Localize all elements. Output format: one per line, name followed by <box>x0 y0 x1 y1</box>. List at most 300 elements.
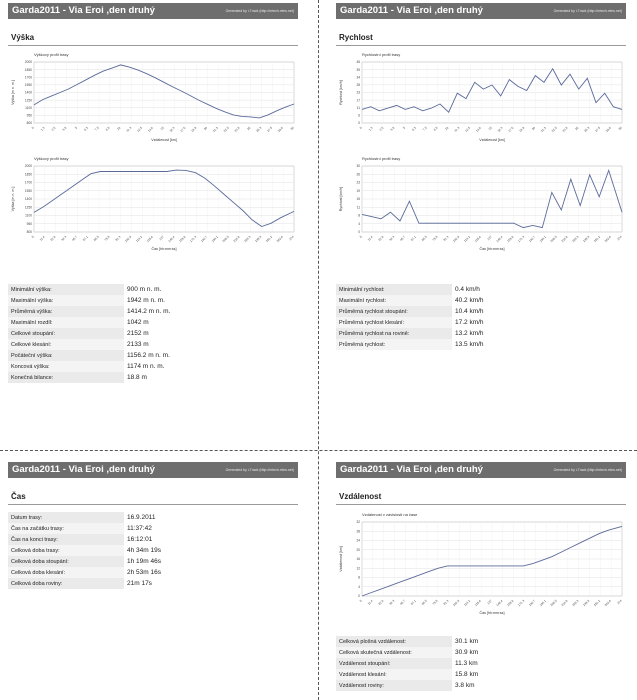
x-tick-label: 68.5 <box>420 234 428 242</box>
chart-altitude-time <box>8 152 298 252</box>
stats-row <box>336 636 516 647</box>
x-tick-label: 194.1 <box>538 598 547 608</box>
y-tick-label: 1700 <box>24 75 32 80</box>
y-tick-label: 1700 <box>24 180 32 185</box>
x-tick-label: 274 <box>288 234 295 242</box>
y-tick-label: 16 <box>356 557 360 562</box>
x-tick-label: 8.8 <box>432 125 439 132</box>
stat-value: 2152 m <box>124 328 188 339</box>
stat-label: Celková skutečná vzdálenost: <box>336 647 452 658</box>
y-tick-label: 4 <box>358 221 360 226</box>
x-tick-label: 26.3 <box>255 125 263 133</box>
x-axis-label: Vzdálenost [km] <box>151 138 177 142</box>
x-tick-label: 216.9 <box>560 598 569 608</box>
page-title: Garda2011 - Via Eroi ,den druhý <box>340 464 483 475</box>
x-tick-label: 22.8 <box>377 598 385 606</box>
x-tick-label: 57.1 <box>409 598 417 606</box>
x-tick-label: 18.8 <box>518 125 526 133</box>
stat-value: 1174 m n. m. <box>124 361 188 372</box>
x-tick-label: 22.5 <box>222 125 230 133</box>
x-tick-label: 182.7 <box>199 234 209 244</box>
x-tick-label: 45.7 <box>71 234 79 242</box>
x-tick-label: 137 <box>486 598 493 606</box>
x-tick-label: 13.8 <box>474 125 482 133</box>
y-tick-label: 28 <box>356 529 360 534</box>
x-tick-label: 0 <box>30 234 35 239</box>
stat-value: 1156.2 m n. m. <box>124 350 188 361</box>
stat-value: 16.9.2011 <box>124 512 188 523</box>
stats-row <box>336 658 516 669</box>
stats-row <box>336 669 516 680</box>
x-tick-label: 22.8 <box>49 234 57 242</box>
stat-label: Maximální rozdíl: <box>8 317 124 328</box>
x-tick-label: 2.5 <box>50 125 57 132</box>
stat-label: Minimální rychlost: <box>336 284 452 295</box>
x-tick-label: 1.3 <box>367 125 374 132</box>
y-tick-label: 0 <box>358 230 360 235</box>
x-tick-label: 34.3 <box>60 234 68 242</box>
y-tick-label: 1250 <box>24 98 32 103</box>
x-axis-label: Čas [hh:mm:ss] <box>151 247 177 251</box>
stat-label: Vzdálenost roviny: <box>336 680 452 691</box>
stat-value: 15.8 km <box>452 669 516 680</box>
x-tick-label: 251.2 <box>264 234 274 244</box>
chart-title: Rychlostní profil trasy <box>362 156 401 161</box>
x-tick-label: 194.1 <box>210 234 219 244</box>
stat-value: 17.2 km/h <box>452 317 516 328</box>
x-tick-label: 91.3 <box>442 234 450 242</box>
y-tick-label: 1400 <box>24 90 32 95</box>
x-tick-label: 27.5 <box>266 125 274 133</box>
x-tick-label: 12.5 <box>136 125 144 133</box>
chart-svg <box>336 508 626 616</box>
x-tick-label: 228.3 <box>571 234 580 244</box>
y-tick-label: 11 <box>356 105 360 110</box>
stat-label: Minimální výška: <box>8 284 124 295</box>
x-tick-label: 12.5 <box>464 125 472 133</box>
y-tick-label: 1250 <box>24 205 32 210</box>
y-tick-label: 8 <box>358 213 360 218</box>
stat-label: Celková doba klesání: <box>8 567 124 578</box>
x-tick-label: 34.3 <box>388 234 396 242</box>
x-tick-label: 102.8 <box>452 234 461 244</box>
stats-row <box>8 578 188 589</box>
x-tick-label: 21.3 <box>211 125 219 133</box>
x-tick-label: 0 <box>30 125 35 130</box>
stat-value: 11.3 km <box>452 658 516 669</box>
x-tick-label: 182.7 <box>527 598 537 608</box>
y-tick-label: 1550 <box>24 188 32 193</box>
stat-label: Koncová výška: <box>8 361 124 372</box>
stat-label: Průměrná rychlost klesání: <box>336 317 452 328</box>
x-tick-label: 22.5 <box>550 125 558 133</box>
stats-row <box>336 295 516 306</box>
x-tick-label: 28.8 <box>604 125 612 133</box>
stat-label: Průměrná rychlost na rovině: <box>336 328 452 339</box>
x-tick-label: 91.3 <box>442 598 450 606</box>
y-tick-label: 45 <box>356 60 360 65</box>
stats-row <box>336 339 516 350</box>
page-title: Garda2011 - Via Eroi ,den druhý <box>12 464 155 475</box>
x-tick-label: 11.3 <box>125 125 133 133</box>
y-tick-label: 2000 <box>24 60 32 65</box>
stat-value: 18.8 m <box>124 372 188 383</box>
stats-row <box>336 680 516 691</box>
x-axis-label: Čas [hh:mm:ss] <box>479 611 505 615</box>
x-tick-label: 182.7 <box>527 234 537 244</box>
x-tick-label: 274 <box>616 598 623 606</box>
y-axis-label: Rychlost [km/h] <box>339 80 343 105</box>
chart-distance-time <box>336 508 626 616</box>
x-tick-label: 30 <box>617 125 623 132</box>
panel-header <box>336 3 626 19</box>
y-tick-label: 19 <box>356 188 360 193</box>
y-tick-label: 0 <box>358 594 360 599</box>
x-tick-label: 25 <box>574 125 580 132</box>
stat-label: Vzdálenost klesání: <box>336 669 452 680</box>
y-axis-label: Výška [m n. m.] <box>11 186 15 212</box>
y-tick-label: 1850 <box>24 172 32 177</box>
y-tick-label: 23 <box>356 180 360 185</box>
panel-rychlost <box>336 3 626 46</box>
x-tick-label: 262.6 <box>603 234 612 244</box>
x-tick-label: 18.8 <box>190 125 198 133</box>
stat-value: 1h 19m 46s <box>124 556 188 567</box>
panel-header <box>336 462 626 478</box>
x-tick-label: 205.5 <box>221 234 230 244</box>
x-tick-label: 262.6 <box>275 234 284 244</box>
section-title: Čas <box>8 492 298 505</box>
stat-label: Maximální rychlost: <box>336 295 452 306</box>
stats-row <box>8 372 188 383</box>
y-tick-label: 30 <box>356 164 360 169</box>
stat-value: 13.2 km/h <box>452 328 516 339</box>
generator-note: Generated by i-Track (http://mtech.rrteo.net) <box>225 468 294 472</box>
x-tick-label: 205.5 <box>549 234 558 244</box>
x-tick-label: 125.6 <box>473 234 482 244</box>
stats-row <box>8 523 188 534</box>
stat-value: 3.8 km <box>452 680 516 691</box>
stats-table-cas <box>8 512 188 589</box>
x-tick-label: 11.3 <box>453 125 461 133</box>
generator-note: Generated by i-Track (http://mtech.rrteo.net) <box>553 9 622 13</box>
stats-row <box>336 317 516 328</box>
stats-row <box>336 306 516 317</box>
y-tick-label: 2000 <box>24 164 32 169</box>
x-tick-label: 228.3 <box>571 598 580 608</box>
x-tick-label: 8.8 <box>104 125 111 132</box>
panel-vyska <box>8 3 298 46</box>
x-tick-label: 45.7 <box>399 598 407 606</box>
x-tick-label: 79.9 <box>103 234 111 242</box>
x-tick-label: 2.5 <box>378 125 385 132</box>
page-title: Garda2011 - Via Eroi ,den druhý <box>12 5 155 16</box>
stats-row <box>8 317 188 328</box>
y-tick-label: 6 <box>358 113 360 118</box>
stat-value: 21m 17s <box>124 578 188 589</box>
stat-value: 2h 53m 16s <box>124 567 188 578</box>
panel-header <box>8 462 298 478</box>
section-title: Vzdálenost <box>336 492 626 505</box>
x-tick-label: 23.8 <box>561 125 569 133</box>
x-tick-label: 23.8 <box>233 125 241 133</box>
x-tick-label: 137 <box>158 234 165 242</box>
horizontal-cut-line <box>0 450 637 451</box>
x-tick-label: 262.6 <box>603 598 612 608</box>
x-tick-label: 15 <box>487 125 493 132</box>
stats-row <box>8 556 188 567</box>
section-title: Rychlost <box>336 33 626 46</box>
chart-svg <box>336 152 626 252</box>
y-tick-label: 28 <box>356 83 360 88</box>
chart-title: Výškový profil trasy <box>34 52 69 57</box>
generator-note: Generated by i-Track (http://mtech.rrteo.net) <box>553 468 622 472</box>
y-tick-label: 950 <box>26 221 32 226</box>
x-tick-label: 205.5 <box>549 598 558 608</box>
x-tick-label: 5 <box>402 125 407 130</box>
x-tick-label: 102.8 <box>124 234 133 244</box>
stats-row <box>336 328 516 339</box>
stat-label: Průměrná rychlost stoupání: <box>336 306 452 317</box>
stat-value: 900 m n. m. <box>124 284 188 295</box>
y-tick-label: 1100 <box>25 105 32 110</box>
generator-note: Generated by i-Track (http://mtech.rrteo.net) <box>225 9 294 13</box>
y-tick-label: 24 <box>356 538 360 543</box>
x-tick-label: 125.6 <box>145 234 154 244</box>
stats-row <box>8 295 188 306</box>
x-tick-label: 125.6 <box>473 598 482 608</box>
x-tick-label: 45.7 <box>399 234 407 242</box>
x-tick-label: 216.9 <box>232 234 241 244</box>
x-tick-label: 251.2 <box>592 598 602 608</box>
y-tick-label: 17 <box>356 98 360 103</box>
x-tick-label: 20 <box>202 125 209 132</box>
y-tick-label: 32 <box>356 520 360 525</box>
x-tick-label: 6.3 <box>411 125 417 132</box>
x-tick-label: 159.8 <box>178 234 187 244</box>
x-tick-label: 16.3 <box>496 125 504 133</box>
chart-svg <box>8 48 298 143</box>
stat-value: 30.9 km <box>452 647 516 658</box>
x-tick-label: 5 <box>74 125 79 130</box>
stat-label: Vzdálenost stoupání: <box>336 658 452 669</box>
x-tick-label: 30 <box>289 125 295 132</box>
x-tick-label: 10 <box>116 125 122 132</box>
y-axis-label: Vzdálenost [km] <box>339 546 343 572</box>
x-tick-label: 68.5 <box>92 234 100 242</box>
y-tick-label: 800 <box>26 230 32 235</box>
stats-row <box>8 567 188 578</box>
chart-title: Výškový profil trasy <box>34 156 69 161</box>
x-tick-label: 0 <box>358 125 363 130</box>
x-tick-label: 114.2 <box>463 598 472 607</box>
x-tick-label: 159.8 <box>506 234 515 244</box>
x-tick-label: 102.8 <box>452 598 461 608</box>
x-tick-label: 91.3 <box>114 234 122 242</box>
stat-value: 0.4 km/h <box>452 284 516 295</box>
x-tick-label: 194.1 <box>538 234 547 244</box>
x-axis-label: Vzdálenost [km] <box>479 138 505 142</box>
x-tick-label: 11.4 <box>366 598 374 606</box>
stats-row <box>8 512 188 523</box>
x-tick-label: 0 <box>358 598 363 603</box>
stats-row <box>336 284 516 295</box>
section-title: Výška <box>8 33 298 46</box>
page-title: Garda2011 - Via Eroi ,den druhý <box>340 5 483 16</box>
stats-row <box>8 534 188 545</box>
x-tick-label: 137 <box>486 234 493 242</box>
x-tick-label: 17.5 <box>179 125 187 133</box>
y-tick-label: 23 <box>356 90 360 95</box>
x-tick-label: 22.8 <box>377 234 385 242</box>
x-tick-label: 10 <box>444 125 450 132</box>
y-tick-label: 8 <box>358 575 360 580</box>
stat-label: Celková doba trasy: <box>8 545 124 556</box>
x-tick-label: 228.3 <box>243 234 252 244</box>
x-tick-label: 17.5 <box>507 125 515 133</box>
stat-value: 1942 m n. m. <box>124 295 188 306</box>
y-tick-label: 1550 <box>24 83 32 88</box>
x-tick-label: 171.3 <box>517 234 526 244</box>
stats-row <box>8 361 188 372</box>
x-axis-label: Čas [hh:mm:ss] <box>479 247 505 251</box>
stats-row <box>8 545 188 556</box>
stat-label: Celková doba stoupání: <box>8 556 124 567</box>
stat-value: 1042 m <box>124 317 188 328</box>
stats-row <box>8 339 188 350</box>
stat-value: 2133 m <box>124 339 188 350</box>
x-tick-label: 7.5 <box>93 125 100 132</box>
stat-label: Čas na začátku trasy: <box>8 523 124 534</box>
x-tick-label: 159.8 <box>506 598 515 608</box>
x-tick-label: 239.8 <box>582 234 591 244</box>
x-tick-label: 239.8 <box>582 598 591 608</box>
x-tick-label: 3.8 <box>61 125 68 132</box>
x-tick-label: 57.1 <box>81 234 89 242</box>
x-tick-label: 13.8 <box>146 125 154 133</box>
stat-value: 40.2 km/h <box>452 295 516 306</box>
stat-label: Počáteční výška: <box>8 350 124 361</box>
x-tick-label: 114.2 <box>135 234 144 243</box>
stats-row <box>8 328 188 339</box>
stat-label: Celková doba roviny: <box>8 578 124 589</box>
stat-value: 10.4 km/h <box>452 306 516 317</box>
x-tick-label: 251.2 <box>592 234 602 244</box>
stat-value: 4h 34m 19s <box>124 545 188 556</box>
chart-svg <box>8 152 298 252</box>
chart-speed-time <box>336 152 626 252</box>
x-tick-label: 79.9 <box>431 234 439 242</box>
stat-label: Průměrná výška: <box>8 306 124 317</box>
x-tick-label: 114.2 <box>463 234 472 243</box>
chart-svg <box>336 48 626 143</box>
y-tick-label: 26 <box>356 172 360 177</box>
x-tick-label: 21.3 <box>539 125 547 133</box>
x-tick-label: 1.3 <box>39 125 46 132</box>
x-tick-label: 216.9 <box>560 234 569 244</box>
x-tick-label: 6.3 <box>83 125 89 132</box>
chart-title: Vzdálenost v závislosti na čase <box>362 512 418 517</box>
panel-cas <box>8 462 298 505</box>
chart-altitude-distance <box>8 48 298 143</box>
x-tick-label: 25 <box>246 125 252 132</box>
x-tick-label: 0 <box>358 234 363 239</box>
x-tick-label: 15 <box>159 125 165 132</box>
stat-value: 1414.2 m n. m. <box>124 306 188 317</box>
stat-label: Celková plošná vzdálenost: <box>336 636 452 647</box>
x-tick-label: 148.4 <box>495 234 504 244</box>
chart-speed-distance <box>336 48 626 143</box>
y-tick-label: 1100 <box>25 213 32 218</box>
chart-title: Rychlostní profil trasy <box>362 52 401 57</box>
stats-row <box>8 306 188 317</box>
x-tick-label: 79.9 <box>431 598 439 606</box>
x-tick-label: 274 <box>616 234 623 242</box>
stat-label: Čas na konci trasy: <box>8 534 124 545</box>
stat-label: Konečná bilance: <box>8 372 124 383</box>
stats-table-vyska <box>8 284 188 383</box>
x-tick-label: 27.5 <box>594 125 602 133</box>
y-tick-label: 0 <box>358 121 360 126</box>
x-tick-label: 11.4 <box>366 234 374 242</box>
y-tick-label: 1400 <box>24 197 32 202</box>
stats-row <box>336 647 516 658</box>
x-tick-label: 148.4 <box>167 234 176 244</box>
x-tick-label: 171.3 <box>189 234 198 244</box>
x-tick-label: 28.8 <box>276 125 284 133</box>
stats-table-vzdalenost <box>336 636 516 691</box>
y-tick-label: 4 <box>358 584 360 589</box>
stats-table-rychlost <box>336 284 516 350</box>
y-tick-label: 39 <box>356 67 360 72</box>
x-tick-label: 239.8 <box>254 234 263 244</box>
x-tick-label: 148.4 <box>495 598 504 608</box>
stat-value: 11:37:42 <box>124 523 188 534</box>
y-axis-label: Výška [m n. m.] <box>11 80 15 105</box>
stat-label: Maximální výška: <box>8 295 124 306</box>
stat-value: 13.5 km/h <box>452 339 516 350</box>
y-tick-label: 950 <box>26 113 32 118</box>
y-tick-label: 11 <box>356 205 360 210</box>
x-tick-label: 171.3 <box>517 598 526 608</box>
x-tick-label: 16.3 <box>168 125 176 133</box>
stats-row <box>8 350 188 361</box>
vertical-cut-line <box>318 0 319 700</box>
y-tick-label: 12 <box>356 566 360 571</box>
x-tick-label: 68.5 <box>420 598 428 606</box>
x-tick-label: 57.1 <box>409 234 417 242</box>
x-tick-label: 20 <box>530 125 537 132</box>
stat-value: 30.1 km <box>452 636 516 647</box>
stat-label: Průměrná rychlost: <box>336 339 452 350</box>
stat-label: Celkové stoupání: <box>8 328 124 339</box>
x-tick-label: 7.5 <box>421 125 428 132</box>
stat-value: 16:12:01 <box>124 534 188 545</box>
y-tick-label: 15 <box>356 197 360 202</box>
x-tick-label: 3.8 <box>389 125 396 132</box>
x-tick-label: 11.4 <box>38 234 46 242</box>
y-tick-label: 20 <box>356 547 360 552</box>
panel-vzdalenost <box>336 462 626 505</box>
stats-row <box>8 284 188 295</box>
stat-label: Celkové klesání: <box>8 339 124 350</box>
stat-label: Datum trasy: <box>8 512 124 523</box>
y-tick-label: 34 <box>356 75 360 80</box>
y-axis-label: Rychlost [km/h] <box>339 186 343 212</box>
y-tick-label: 800 <box>26 121 32 126</box>
x-tick-label: 26.3 <box>583 125 591 133</box>
panel-header <box>8 3 298 19</box>
